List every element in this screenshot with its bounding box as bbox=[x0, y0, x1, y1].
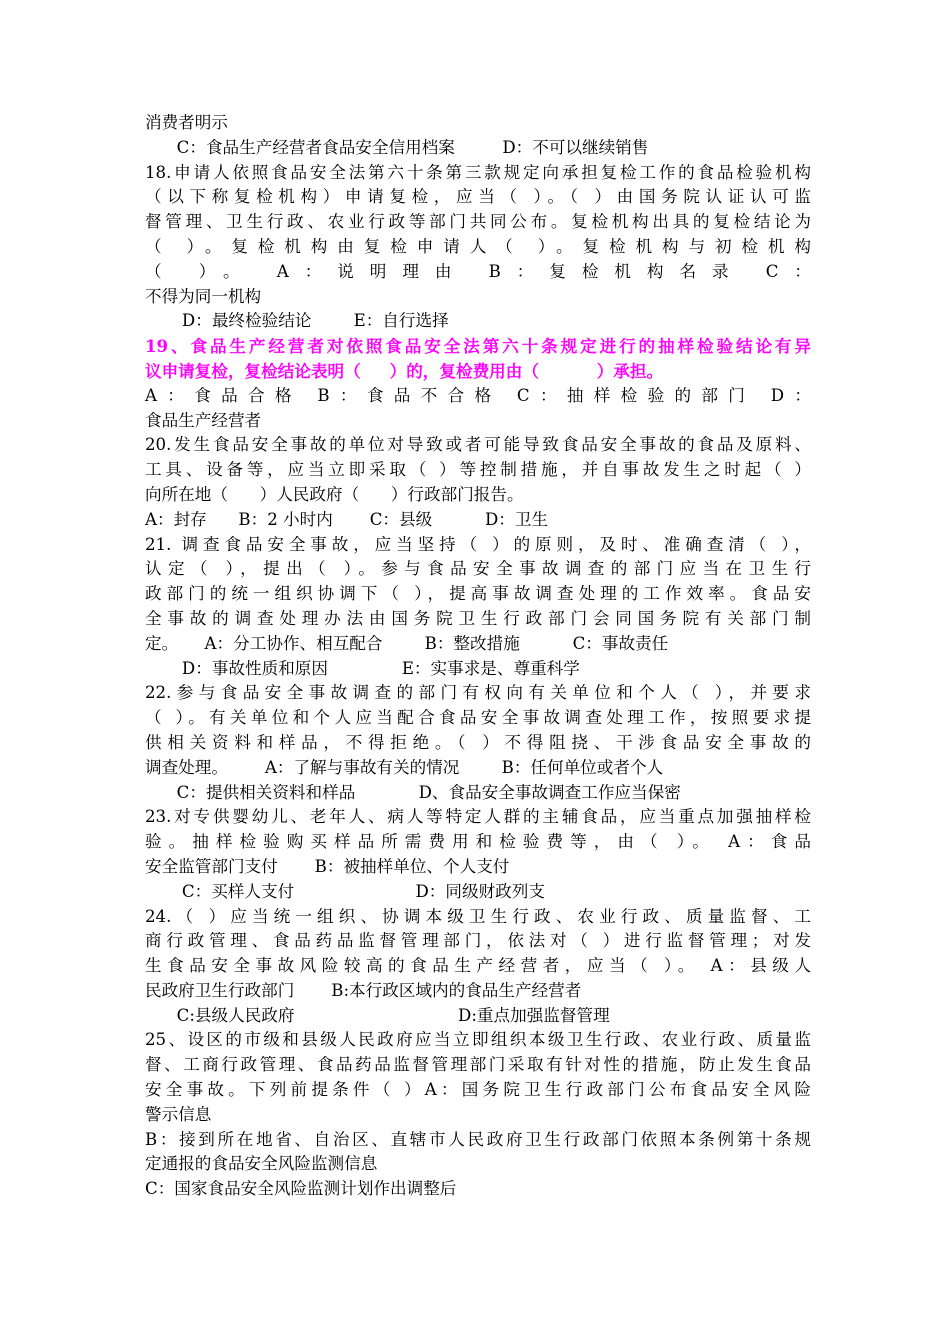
text-line: C:县级人民政府 D:重点加强监督管理 bbox=[145, 1005, 610, 1025]
text-line: （ ）。有关单位和个人应当配合食品安全事故调查处理工作，按照要求提 bbox=[145, 708, 811, 728]
text-line: 安全监管部门支付 B：被抽样单位、个人支付 bbox=[145, 856, 510, 876]
text-line: 定。 A：分工协作、相互配合 B：整改措施 C：事故责任 bbox=[145, 633, 669, 653]
text-line: 消费者明示 bbox=[145, 113, 228, 132]
highlighted-text-line: 议申请复检，复检结论表明（ ）的，复检费用由（ ）承担。 bbox=[145, 360, 664, 381]
text-line: 认定（ ），提出（ ）。参与食品安全事故调查的部门应当在卫生行 bbox=[145, 559, 811, 579]
text-line: 政部门的统一组织协调下（ ），提高事故调查处理的工作效率。食品安 bbox=[145, 584, 811, 604]
text-line: D：事故性质和原因 E：实事求是、尊重科学 bbox=[145, 658, 580, 678]
document-page bbox=[145, 111, 811, 1202]
text-line: 24.（ ）应当统一组织、协调本级卫生行政、农业行政、质量监督、工 bbox=[145, 906, 811, 926]
text-line: 全事故的调查处理办法由国务院卫生行政部门会同国务院有关部门制 bbox=[145, 608, 811, 628]
text-line: C：国家食品安全风险监测计划作出调整后 bbox=[145, 1179, 457, 1199]
text-line: A：食品合格 B：食品不合格 C：抽样检验的部门 D： bbox=[145, 385, 811, 405]
text-line: B：接到所在地省、自治区、直辖市人民政府卫生行政部门依照本条例第十条规 bbox=[145, 1129, 811, 1149]
text-line: D：最终检验结论 E：自行选择 bbox=[145, 311, 449, 331]
text-line: 督管理、卫生行政、农业行政等部门共同公布。复检机构出具的复检结论为 bbox=[145, 212, 811, 232]
text-line: 工具、设备等，应当立即采取（ ）等控制措施，并自事故发生之时起（ ） bbox=[145, 460, 811, 480]
text-line: 不得为同一机构 bbox=[145, 286, 262, 306]
text-line: （ ）。 A：说明理由 B：复检机构名录 C： bbox=[145, 261, 811, 281]
text-line: A：封存 B：2 小时内 C：县级 D：卫生 bbox=[145, 509, 549, 529]
text-line: 商行政管理、食品药品监督管理部门，依法对（ ）进行监督管理；对发 bbox=[145, 931, 811, 951]
text-line: C：买样人支付 D：同级财政列支 bbox=[145, 881, 545, 901]
text-line: 安全事故。下列前提条件（ ）A：国务院卫生行政部门公布食品安全风险 bbox=[145, 1080, 811, 1100]
highlighted-text-line: 19、食品生产经营者对依照食品安全法第六十条规定进行的抽样检验结论有异 bbox=[145, 336, 811, 357]
text-line: 民政府卫生行政部门 B:本行政区域内的食品生产经营者 bbox=[145, 980, 582, 1000]
text-line: 23.对专供婴幼儿、老年人、病人等特定人群的主辅食品，应当重点加强抽样检 bbox=[145, 807, 811, 827]
text-line: （ ）。复检机构由复检申请人（ ）。复检机构与初检机构 bbox=[145, 236, 811, 256]
text-line: 食品生产经营者 bbox=[145, 410, 262, 430]
text-line: C：提供相关资料和样品 D、食品安全事故调查工作应当保密 bbox=[145, 782, 681, 802]
text-line: 20.发生食品安全事故的单位对导致或者可能导致食品安全事故的食品及原料、 bbox=[145, 435, 811, 455]
text-line: 调查处理。 A：了解与事故有关的情况 B：任何单位或者个人 bbox=[145, 757, 664, 777]
text-line: 验。抽样检验购买样品所需费用和检验费等，由（ ）。 A：食品 bbox=[145, 832, 811, 852]
text-line: 22.参与食品安全事故调查的部门有权向有关单位和个人（ ），并要求 bbox=[145, 683, 811, 703]
text-line: C：食品生产经营者食品安全信用档案 D：不可以继续销售 bbox=[145, 137, 649, 157]
text-line: 供相关资料和样品，不得拒绝。（ ）不得阻挠、干涉食品安全事故的 bbox=[145, 732, 811, 752]
text-line: 警示信息 bbox=[145, 1104, 212, 1124]
text-line: 生食品安全事故风险较高的食品生产经营者，应当（ ）。 A：县级人 bbox=[145, 956, 811, 976]
text-line: 21. 调查食品安全事故，应当坚持（ ）的原则，及时、准确查清（ ）， bbox=[145, 534, 811, 554]
text-line: 25、设区的市级和县级人民政府应当立即组织本级卫生行政、农业行政、质量监 bbox=[145, 1030, 811, 1050]
text-line: 定通报的食品安全风险监测信息 bbox=[145, 1154, 378, 1174]
text-line: 督、工商行政管理、食品药品监督管理部门采取有针对性的措施，防止发生食品 bbox=[145, 1055, 811, 1075]
text-line: 向所在地（ ）人民政府（ ）行政部门报告。 bbox=[145, 484, 524, 504]
text-line: （以下称复检机构）申请复检，应当（ ）。（ ）由国务院认证认可监 bbox=[145, 187, 811, 207]
text-line: 18.申请人依照食品安全法第六十条第三款规定向承担复检工作的食品检验机构 bbox=[145, 162, 811, 182]
